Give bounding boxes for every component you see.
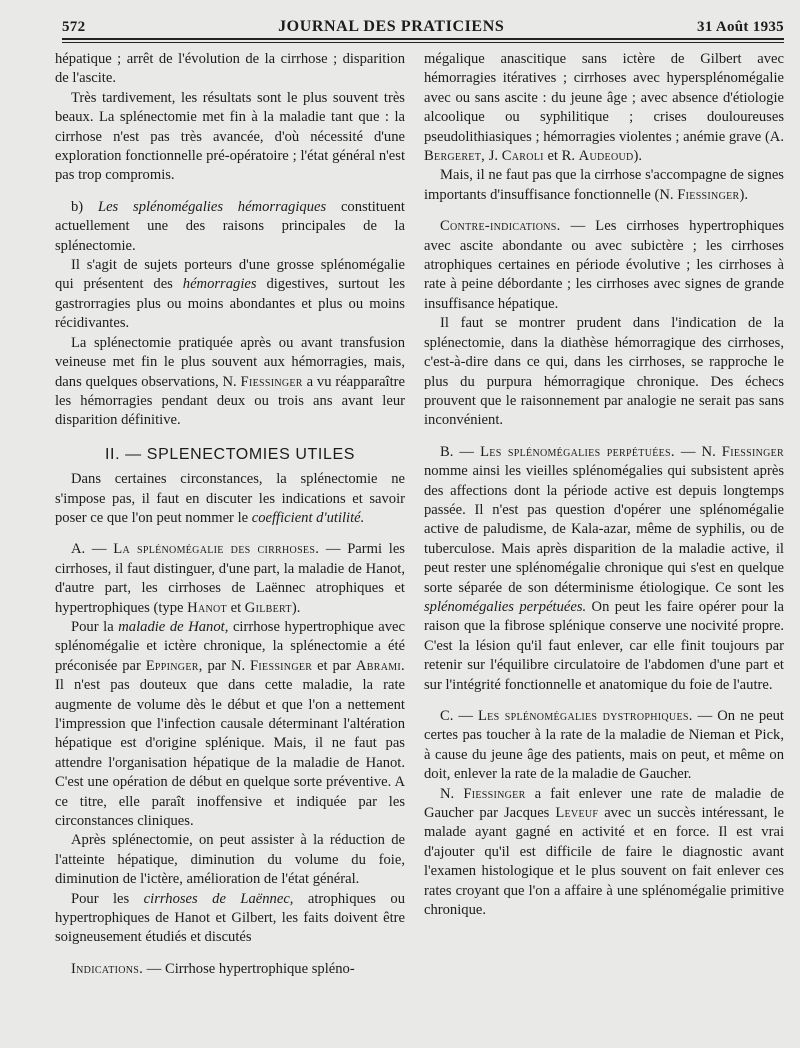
text-run: — N. xyxy=(674,443,722,460)
text-run: Dans certaines circonstances, la splénectomie ne s'impose pas, il faut en discuter les indications et savoir poser ce que l'on peut nommer le xyxy=(55,471,405,526)
emphasis: splénomégalies perpétuées. xyxy=(424,598,587,615)
header-rule-thick xyxy=(62,38,784,40)
subsection-title: Les splénomégalies perpétuées. xyxy=(480,443,675,460)
text-run: — Cirrhose hypertrophique spléno- xyxy=(143,960,355,977)
paragraph: Après splénectomie, on peut assister à la réduction de l'atteinte hépatique, diminution du volume du foie, diminution de l'ictère, amélioration de l'état général. xyxy=(55,832,405,888)
text-run: ). xyxy=(291,599,301,616)
text-run: Il n'est pas douteux que dans cette maladie, la rate augmente de volume dès le début et que l'on a nettement l'impression que l'infection causale déterminant l'altération hépatique est d'origine splénique. Mais, il ne faut pas attendre l'organisation hépatique de la maladie de Hanot. C'est une opération de début en quelque sorte préventive. A ce titre, elle paraît inoffensive et indiquée par les circonstances cliniques. xyxy=(55,677,405,830)
paragraph xyxy=(55,540,405,618)
text-run: avec un succès intéressant, le malade ayant gagné en activité et en force. Il est vrai d'ajouter qu'il est difficile de faire le diagnostic avant l'examen histologique et le plus souvent on fait enlever ces rates croyant que l'on a affaire à une splénomégalie primitive chronique. xyxy=(424,805,785,919)
author-name: Fiessinger xyxy=(463,785,526,802)
emphasis: hémorragies xyxy=(182,276,257,293)
text-run: — Les cirrhoses hypertrophiques avec ascite abondante ou avec subictère ; les cirrhoses atrophiques certaines en période évolutive ; les cirrhoses à rate à peine débordante ; les cirrhoses avec signes de grande insuffisance hépatique. xyxy=(424,218,784,312)
text-run: La splénectomie pratiquée après ou avant transfusion veineuse met fin le plus souvent aux hémorragies, mais, dans quelques observations, N. xyxy=(55,334,405,390)
text-run: nomme ainsi les vieilles splénomégalies qui subsistent après des affections dont la période active est depuis longtemps passée. Il n'est pas question d'opérer une splénomégalie active de paludisme, de Kala-azar, même de syphilis, ou de tuberculose. Mais après disparition de la maladie active, il peut rester une splénomégalie chronique qui s'est en quelque sorte séparée de son déterminisme étiologique. Ce sont les xyxy=(424,463,784,596)
author-name: Audeoud xyxy=(578,148,634,165)
paragraph xyxy=(55,256,405,334)
text-run: a vu réapparaître les hémorragies pendant deux ou trois ans avant leur disparition définitive. xyxy=(55,373,406,429)
text-run: par N. xyxy=(202,657,250,674)
paragraph xyxy=(424,707,784,785)
text-run: et par xyxy=(312,657,356,674)
text-run: ). xyxy=(633,148,643,165)
header-rule-thin xyxy=(62,42,784,43)
text-run: — Parmi les cirrhoses, il faut distinguer, d'une part, la maladie de Hanot, d'autre part, les cirrhoses de Laënnec atrophiques et hypertrophiques (type xyxy=(55,541,405,616)
author-name: Caroli xyxy=(501,148,544,165)
author-name: Fiessinger xyxy=(677,186,740,203)
author-name: Fiessinger xyxy=(721,443,785,460)
author-name: Leveuf xyxy=(555,805,599,822)
paragraph xyxy=(55,334,405,431)
text-run: a fait enlever une rate de maladie de Gaucher par Jacques xyxy=(424,785,784,822)
paragraph xyxy=(424,443,784,695)
text-run: — On ne peut certes pas toucher à la rate de la maladie de Nieman et Pick, à cause du jeune âge des patients, mais on peut, et même on doit, enlever la rate de la maladie de Gaucher. xyxy=(424,708,784,783)
text-run: N. xyxy=(440,785,464,802)
paragraph: Très tardivement, les résultats sont le plus souvent très beaux. La splénectomie met fin à la maladie tant que : la cirrhose n'est pas très avancée, d'où nécessité d'une exploration fonctionnelle pré-opératoire ; l'état général n'est pas trop compromis. xyxy=(55,89,405,184)
emphasis: cirrhoses de Laënnec, xyxy=(143,890,294,907)
text-run: ). xyxy=(739,186,748,203)
subsection-title: La splénomégalie des cirrhoses. xyxy=(113,541,320,558)
paragraph: Il faut se montrer prudent dans l'indication de la splénectomie, dans la diathèse hémorragique des cirrhoses, c'est-à-dire dans ce qui, dans les cirrhoses, se rapproche le plus du purpura hémorragique chronique. Des échecs prouvent que le raisonnement par analogie ne serait pas sans inconvénient. xyxy=(424,315,784,429)
text-run: Mais, il ne faut pas que la cirrhose s'accompagne de signes importants d'insuffisance fonctionnelle (N. xyxy=(424,167,784,203)
text-run: Il s'agit de sujets porteurs d'une grosse splénomégalie qui présentent des xyxy=(55,257,405,293)
paragraph xyxy=(55,890,405,948)
author-name: Fiessinger xyxy=(250,657,313,674)
text-run: atrophiques ou hypertrophiques de Hanot et Gilbert, les faits doivent être soigneusement étudiés et discutés xyxy=(55,890,406,946)
subsection-title: Les splénomégalies dystrophiques. xyxy=(477,708,693,724)
paragraph xyxy=(424,217,784,314)
paragraph xyxy=(55,618,405,831)
paragraph xyxy=(55,960,405,979)
running-header xyxy=(62,14,784,36)
page-number: 572 xyxy=(62,19,86,35)
text-run: cirrhose hypertrophique avec splénomégalie et ictère chronique, la splénectomie a été préconisée par xyxy=(55,618,405,674)
list-marker: B. — xyxy=(440,443,481,460)
emphasis: coefficient d'utilité. xyxy=(251,509,365,526)
author-name: Fiessinger xyxy=(240,373,303,390)
subsection-title: Contre-indications. xyxy=(440,218,561,235)
paragraph xyxy=(55,470,405,528)
subsection-title: Les splénomégalies hémorragiques xyxy=(97,198,327,215)
author-name: Abrami. xyxy=(355,657,405,674)
text-run: constituent actuellement une des raisons principales de la splénectomie. xyxy=(55,198,405,254)
paragraph xyxy=(424,50,784,166)
list-marker: C. — xyxy=(440,708,478,724)
emphasis: maladie de Hanot, xyxy=(118,618,229,635)
text-run: Pour la xyxy=(71,618,119,635)
author-name: Gilbert xyxy=(244,599,292,616)
paragraph: hépatique ; arrêt de l'évolution de la cirrhose ; disparition de l'ascite. xyxy=(55,51,405,87)
paragraph xyxy=(424,166,784,205)
author-name: Bergeret, xyxy=(424,148,486,165)
author-name: Hanot xyxy=(187,599,227,616)
text-run: On peut les faire opérer pour la raison que la fibrose splénique conserve une nocivité propre. C'est la lésion qu'il faut enlever, car elle finit toujours par retenir sur l'équilibre circulatoire de l'abdomen d'une part et sur l'intégrité fonctionnelle et anatomique du foie de l'autre. xyxy=(424,598,784,693)
paragraph xyxy=(55,198,405,256)
author-name: Eppinger, xyxy=(145,657,203,674)
list-marker: A. — xyxy=(71,541,114,558)
section-heading: II. — SPLENECTOMIES UTILES xyxy=(104,445,356,463)
issue-date: 31 Août 1935 xyxy=(697,19,784,35)
left-column xyxy=(55,50,405,979)
text-run: et xyxy=(226,599,245,616)
right-column xyxy=(424,50,784,920)
text-run: mégalique anascitique sans ictère de Gilbert avec hémorragies itératives ; cirrhoses avec hypersplénomégalie avec ou sans ascite : du jeune âge ; avec absence d'étiologie alcoolique ou syphilitique ; crises douloureuses pseudolithiasiques ; hémorragies violentes ; anémie grave (A. xyxy=(424,51,784,145)
subsection-title: Indications. xyxy=(71,960,144,977)
paragraph xyxy=(424,785,784,921)
text-run: Pour les xyxy=(71,890,144,907)
journal-title: JOURNAL DES PRATICIENS xyxy=(278,18,505,35)
list-marker: b) xyxy=(71,198,98,215)
text-run: J. xyxy=(485,148,502,165)
text-run: et R. xyxy=(543,148,579,165)
text-run: digestives, surtout les gastrorragies plus ou moins abondantes et plus ou moins récidivantes. xyxy=(55,276,405,332)
